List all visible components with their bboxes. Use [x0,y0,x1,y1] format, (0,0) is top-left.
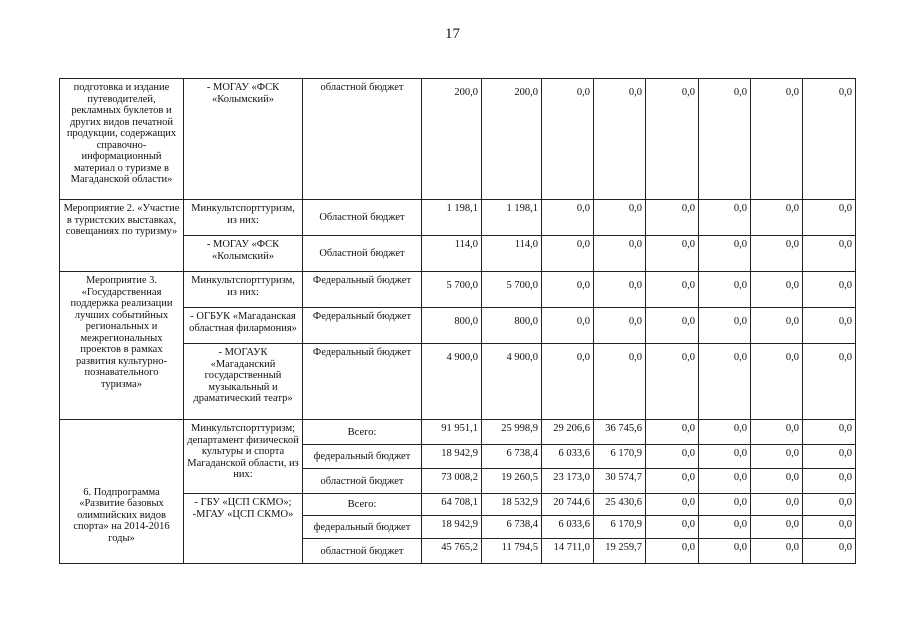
value-cell: 0,0 [803,308,856,344]
value-cell: 0,0 [542,308,594,344]
value-cell: 11 794,5 [482,539,542,564]
executor-cell: Минкультспорттуризм; департамент физической культуры и спорта Магаданской области, из них: [184,420,303,494]
value-cell: 36 745,6 [594,420,646,445]
value-cell: 0,0 [594,236,646,272]
activity-cell: Мероприятие 3. «Государственная поддержка реализации лучших событийных региональных и межрегиональных проектов в рамках развития культурно-познавательного туризма» [60,272,184,420]
value-cell: 0,0 [751,236,803,272]
value-cell: 0,0 [646,445,699,469]
value-cell: 0,0 [699,308,751,344]
value-cell: 6 033,6 [542,445,594,469]
value-cell: 0,0 [751,344,803,420]
source-cell: Областной бюджет [303,236,422,272]
value-cell: 14 711,0 [542,539,594,564]
source-cell: областной бюджет [303,539,422,564]
value-cell: 1 198,1 [482,200,542,236]
value-cell: 0,0 [803,344,856,420]
value-cell: 6 738,4 [482,516,542,539]
value-cell: 0,0 [699,272,751,308]
value-cell: 73 008,2 [422,469,482,494]
executor-cell: - ОГБУК «Магаданская областная филармония» [184,308,303,344]
value-cell: 0,0 [542,79,594,200]
value-cell: 0,0 [594,200,646,236]
value-cell: 18 532,9 [482,494,542,516]
value-cell: 0,0 [594,308,646,344]
value-cell: 25 430,6 [594,494,646,516]
value-cell: 200,0 [482,79,542,200]
value-cell: 0,0 [646,308,699,344]
value-cell: 64 708,1 [422,494,482,516]
value-cell: 200,0 [422,79,482,200]
source-cell: Федеральный бюджет [303,344,422,420]
value-cell: 4 900,0 [422,344,482,420]
value-cell: 4 900,0 [482,344,542,420]
value-cell: 0,0 [646,79,699,200]
value-cell: 0,0 [646,539,699,564]
source-cell: федеральный бюджет [303,445,422,469]
value-cell: 0,0 [751,308,803,344]
value-cell: 0,0 [803,420,856,445]
value-cell: 0,0 [803,539,856,564]
value-cell: 19 260,5 [482,469,542,494]
value-cell: 0,0 [751,516,803,539]
value-cell: 800,0 [422,308,482,344]
value-cell: 0,0 [542,344,594,420]
value-cell: 0,0 [751,200,803,236]
value-cell: 0,0 [646,272,699,308]
value-cell: 0,0 [699,516,751,539]
value-cell: 0,0 [803,79,856,200]
value-cell: 114,0 [422,236,482,272]
executor-cell: - ГБУ «ЦСП СКМО»; -МГАУ «ЦСП СКМО» [184,494,303,564]
source-cell: Областной бюджет [303,200,422,236]
value-cell: 0,0 [594,272,646,308]
value-cell: 1 198,1 [422,200,482,236]
value-cell: 23 173,0 [542,469,594,494]
executor-cell: - МОГАУК «Магаданский государственный музыкальный и драматический театр» [184,344,303,420]
source-cell: Всего: [303,420,422,445]
value-cell: 0,0 [751,469,803,494]
value-cell: 0,0 [646,420,699,445]
activity-cell: Мероприятие 2. «Участие в туристских выставках, совещаниях по туризму» [60,200,184,272]
value-cell: 0,0 [646,200,699,236]
value-cell: 45 765,2 [422,539,482,564]
value-cell: 0,0 [699,236,751,272]
activity-cell: 6. Подпрограмма «Развитие базовых олимпийских видов спорта» на 2014-2016 годы» [60,420,184,564]
value-cell: 0,0 [646,469,699,494]
executor-cell: Минкультспорттуризм, из них: [184,200,303,236]
value-cell: 6 170,9 [594,516,646,539]
value-cell: 0,0 [751,272,803,308]
value-cell: 91 951,1 [422,420,482,445]
value-cell: 0,0 [751,420,803,445]
value-cell: 6 033,6 [542,516,594,539]
value-cell: 30 574,7 [594,469,646,494]
value-cell: 0,0 [646,516,699,539]
table-row [60,272,856,308]
value-cell: 0,0 [751,79,803,200]
value-cell: 0,0 [803,494,856,516]
budget-table [59,78,856,564]
value-cell: 0,0 [542,272,594,308]
value-cell: 25 998,9 [482,420,542,445]
value-cell: 18 942,9 [422,445,482,469]
source-cell: Федеральный бюджет [303,272,422,308]
value-cell: 0,0 [594,79,646,200]
value-cell: 0,0 [646,494,699,516]
value-cell: 29 206,6 [542,420,594,445]
value-cell: 5 700,0 [422,272,482,308]
value-cell: 0,0 [751,539,803,564]
value-cell: 0,0 [646,236,699,272]
source-cell: областной бюджет [303,469,422,494]
value-cell: 0,0 [699,445,751,469]
value-cell: 0,0 [699,539,751,564]
value-cell: 0,0 [699,420,751,445]
value-cell: 0,0 [594,344,646,420]
value-cell: 0,0 [646,344,699,420]
value-cell: 6 738,4 [482,445,542,469]
value-cell: 0,0 [751,445,803,469]
value-cell: 0,0 [803,445,856,469]
table-row [60,420,856,445]
page-number: 17 [445,26,460,42]
value-cell: 0,0 [699,200,751,236]
executor-cell: - МОГАУ «ФСК «Колымский» [184,236,303,272]
source-cell: Всего: [303,494,422,516]
value-cell: 19 259,7 [594,539,646,564]
value-cell: 0,0 [803,272,856,308]
source-cell: федеральный бюджет [303,516,422,539]
value-cell: 0,0 [751,494,803,516]
value-cell: 0,0 [803,200,856,236]
value-cell: 0,0 [542,200,594,236]
executor-cell: Минкультспорттуризм, из них: [184,272,303,308]
value-cell: 20 744,6 [542,494,594,516]
value-cell: 0,0 [699,344,751,420]
value-cell: 5 700,0 [482,272,542,308]
value-cell: 0,0 [803,469,856,494]
executor-cell: - МОГАУ «ФСК «Колымский» [184,79,303,200]
source-cell: Федеральный бюджет [303,308,422,344]
value-cell: 0,0 [699,469,751,494]
activity-cell: подготовка и издание путеводителей, рекламных буклетов и других видов печатной продукции, содержащих справочно-информационный материал о туризме в Магаданской области» [60,79,184,200]
value-cell: 6 170,9 [594,445,646,469]
value-cell: 800,0 [482,308,542,344]
value-cell: 0,0 [803,516,856,539]
value-cell: 0,0 [803,236,856,272]
table-row [60,200,856,236]
source-cell: областной бюджет [303,79,422,200]
value-cell: 0,0 [699,494,751,516]
value-cell: 114,0 [482,236,542,272]
value-cell: 18 942,9 [422,516,482,539]
value-cell: 0,0 [699,79,751,200]
table-row [60,79,856,200]
value-cell: 0,0 [542,236,594,272]
